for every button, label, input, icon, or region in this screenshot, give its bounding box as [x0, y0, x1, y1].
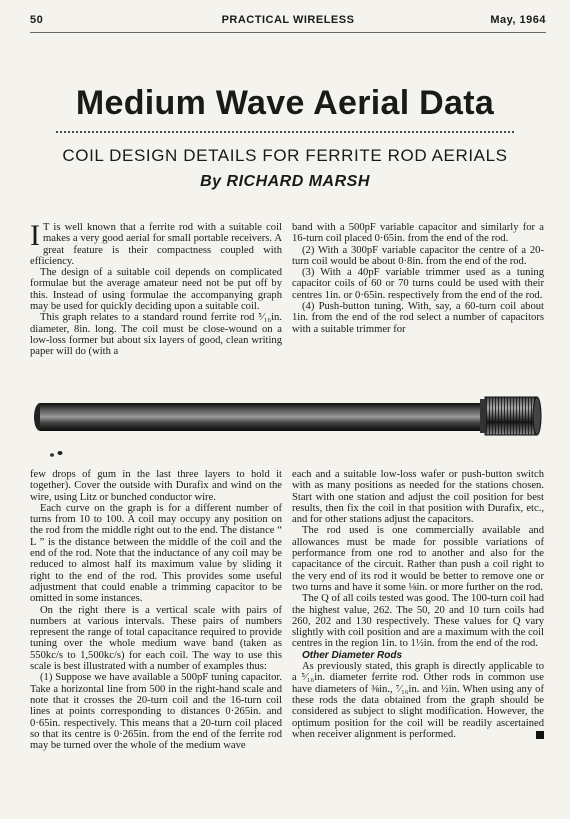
column-lower-right: [292, 469, 544, 740]
article-subtitle: COIL DESIGN DETAILS FOR FERRITE ROD AERIALS: [62, 146, 508, 165]
coil-former-edge: [480, 399, 486, 433]
end-of-article-mark: [536, 731, 544, 739]
paragraph: The Q of all coils tested was good. The 100-turn coil had the highest value, 262. The 50, 20 and 10 turn coils had 260, 202 and 130 respectively. These values for Q vary slightly with coil position and are a maximum with the coil centres in the region 1in. to 1½in. from the end of the rod.: [292, 593, 544, 650]
paragraph-text: As previously stated, this graph is directly applicable to a ⁵⁄₁₆in. diameter ferrite rod. Other rods in common use have diameters of ⅜in., ⁷⁄₁₆in. and ½in. When using any of these rods the data obtained from the graph should be considered as subject to slight modification. However, the optimum position for the coil will be readily ascertained when receiver alignment is performed.: [292, 661, 544, 740]
paragraph: (4) Push-button tuning. With, say, a 60-turn coil about 1in. from the end of the rod select a number of capacitors with a suitable trimmer for: [292, 301, 544, 335]
header-rule: [30, 32, 546, 33]
ferrite-rod-drawing: [30, 393, 550, 459]
paragraph: On the right there is a vertical scale with pairs of numbers at various intervals. These pairs of numbers represent the range of total capacitance required to provide tuning over the whole medium wave band (taken as 550kc/s to 1,500kc/s) for each coil. The way to use this scale is best illustrated with a number of examples thus:: [30, 604, 282, 673]
paragraph: The rod used is one commercially available and allowances must be made for possible variations of performance from one rod to another and also for the capacitance of the circuit. Rather than push a coil right to the very end of its rod it would be better to remove one or two turns and have it some ⅛in. or more further on the rod.: [292, 525, 544, 593]
column-upper-right: [292, 222, 544, 335]
byline: By RICHARD MARSH: [200, 173, 370, 190]
paragraph: [30, 219, 282, 267]
coil-winding: [485, 397, 537, 435]
article-title: Medium Wave Aerial Data: [75, 84, 495, 122]
rod-body: [40, 403, 510, 431]
paragraph: few drops of gum in the last three layers to hold it together). Cover the outside with Durafix and wind on the wire, using Litz or bunched conductor wire.: [30, 469, 282, 503]
paragraph: This graph relates to a standard round ferrite rod ⁵⁄₁₆in. diameter, 8in. long. The coil must be close-wound on a low-loss former but about six layers of good, clean writing paper will do (with a: [30, 312, 282, 358]
paragraph-text: T is well known that a ferrite rod with a suitable coil makes a very good aerial for small portable receivers. A great feature is their compactness coupled with efficiency.: [30, 222, 282, 267]
ferrite-rod-illustration: [30, 393, 550, 459]
column-lower-left: [30, 469, 282, 751]
issue-date: May, 1964: [490, 14, 546, 26]
paragraph: each and a suitable low-loss wafer or push-button switch with as many positions as needed for the stations chosen. Start with one station and adjust the coil position for best results, then fix the coil in that position with Durafix, etc., and for other stations adjust the capacitors.: [292, 469, 544, 526]
paragraph: (3) With a 40pF variable trimmer used as a tuning capacitor coils of 60 or 70 turns could be used with their centres 1in. or 0·65in. respectively from the end of the rod.: [292, 267, 544, 301]
paragraph: band with a 500pF variable capacitor and similarly for a 16-turn coil placed 0·65in. from the end of the rod.: [292, 222, 544, 245]
paragraph: (2) With a 300pF variable capacitor the centre of a 20-turn coil would be about 0·8in. from the end of the rod.: [292, 244, 544, 267]
magazine-name: PRACTICAL WIRELESS: [221, 14, 355, 26]
section-subhead: Other Diameter Rods: [302, 649, 403, 661]
paragraph: The design of a suitable coil depends on complicated formulae but the average amateur need not be put off by this. Instead of using formulae the accompanying graph may be used for quickly deciding upon a suitable coil.: [30, 267, 282, 313]
paragraph: (1) Suppose we have available a 500pF tuning capacitor. Take a horizontal line from 500 in the right-hand scale and note that it crosses the 20-turn coil and the 16-turn coil lines at points corresponding to distances 0·265in. and 0·65in. respectively. This means that a 20-turn coil placed so that its centre is 0·265in. from the end of the ferrite rod may be turned over the whole of the medium wave: [30, 672, 282, 752]
dropcap: I: [30, 219, 40, 252]
page-number: 50: [30, 14, 44, 26]
paragraph: Each curve on the graph is for a different number of turns from 10 to 100. A coil may occupy any position on the rod from the middle right out to the end. The distance “ L ” is the distance between the middle of the coil and the end of the rod. Note that the inductance of any coil may be reduced to almost half its maximum value by sliding it right to the end of the rod. This provides some useful adjustment that could enable a trimming capacitor to be omitted in some instances.: [30, 502, 282, 605]
dotted-rule: [55, 130, 515, 134]
column-upper-left: [30, 219, 282, 358]
paragraph: [292, 661, 544, 740]
page-header: [30, 12, 546, 30]
